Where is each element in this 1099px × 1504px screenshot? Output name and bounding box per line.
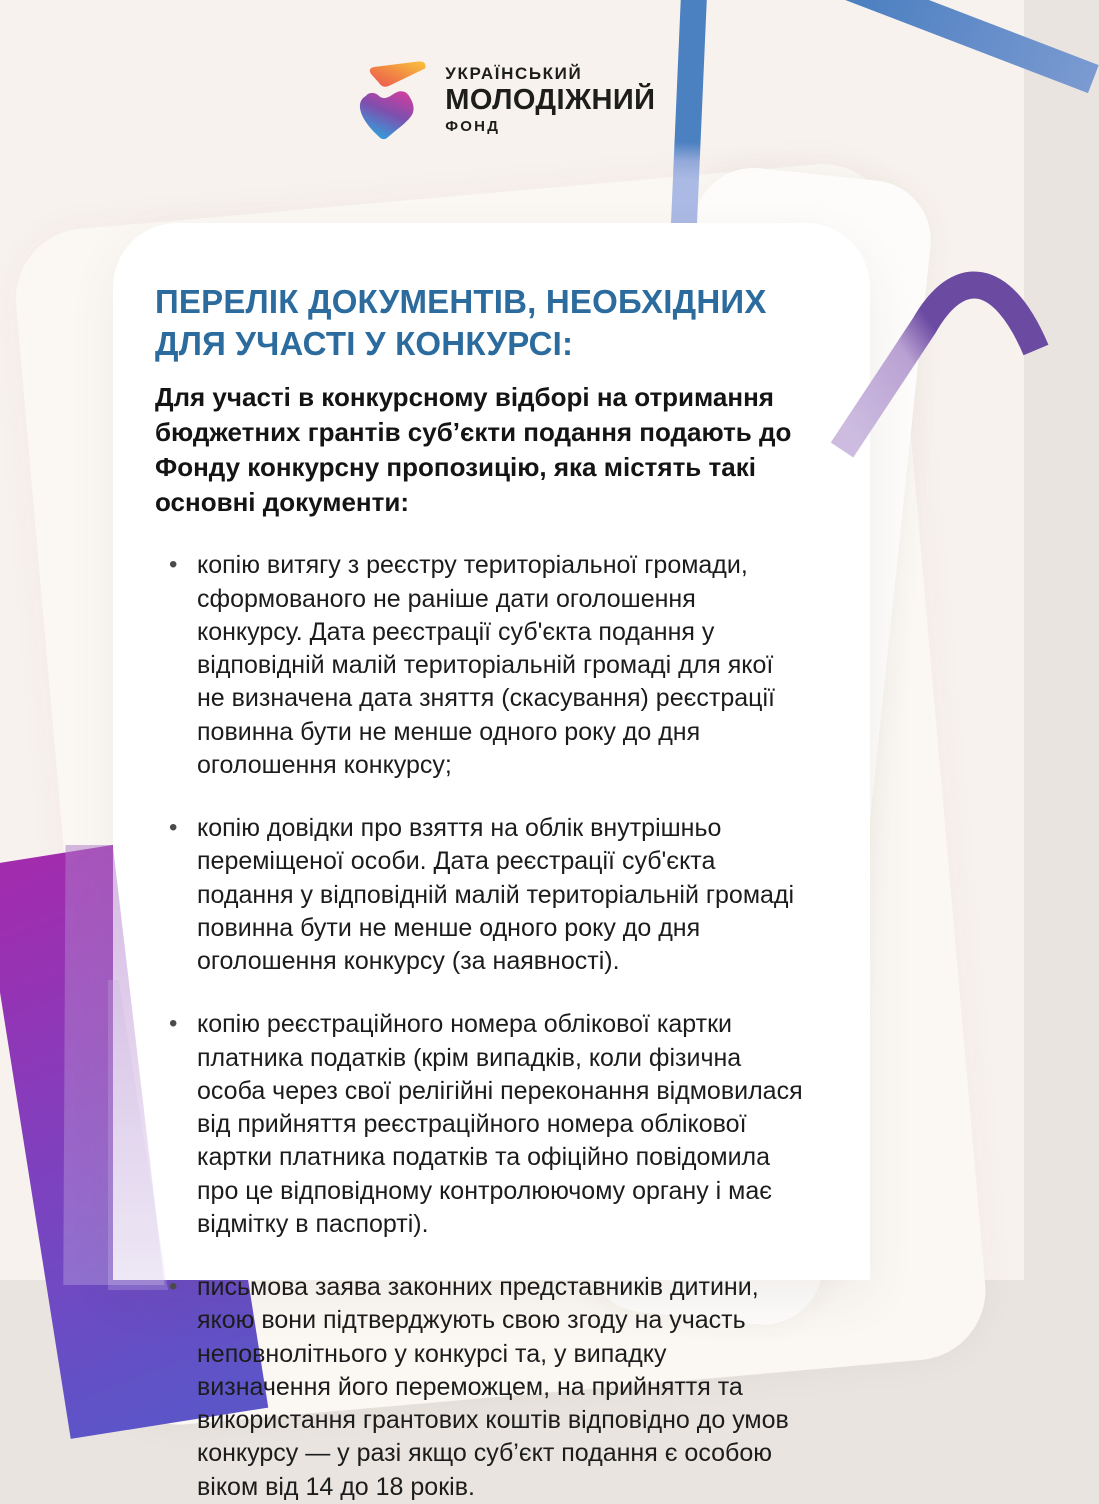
logo-org-line1: УКРАЇНСЬКИЙ — [445, 64, 583, 83]
umf-logo — [350, 48, 655, 151]
list-item: • копію реєстраційного номера облікової картки платника податків (крім випадків, коли фізична особа через свої релігійні переконання відмовилася від прийняття реєстраційного номера облікової картки платника податків та офіційно повідомила про це відповідному контролюючому органу і має відмітку в паспорті). — [155, 1008, 806, 1241]
list-item: • копію витягу з реєстру територіальної громади, сформованого не раніше дати оголошення конкурсу. Дата реєстрації суб'єкта подання у відповідній малій територіальній громаді для якої не визначена дата зняття (скасування) реєстрації повинна бути не менше одного року до дня оголошення конкурсу; — [155, 549, 806, 782]
list-item: • копію довідки про взяття на облік внутрішньо переміщеної особи. Дата реєстрації суб'єкта подання у відповідній малій територіальній громаді повинна бути не менше одного року до дня оголошення конкурсу (за наявності). — [155, 812, 806, 978]
logo-org-line2: МОЛОДІЖНИЙ — [445, 84, 656, 116]
intro-paragraph: Для участі в конкурсному відборі на отримання бюджетних грантів суб’єкти подання подають до Фонду конкурсну пропозицію, яка містять такі основні документи: — [155, 382, 792, 517]
documents-list — [155, 549, 806, 1504]
list-item: • письмова заява законних представників дитини, якою вони підтверджують свою згоду на участь неповнолітнього у конкурсі та, у випадку визначення його переможцем, на прийняття та використання грантових коштів відповідно до умов конкурсу — у разі якщо суб’єкт подання є особою віком від 14 до 18 років. — [155, 1271, 806, 1504]
logo-org-line3: ФОНД — [445, 118, 501, 135]
page-title: ПЕРЕЛІК ДОКУМЕНТІВ, НЕОБХІДНИХ ДЛЯ УЧАСТІ У КОНКУРСІ: — [155, 283, 767, 362]
logo-org-name — [445, 65, 655, 134]
blue-diagonal-band — [845, 0, 1098, 93]
umf-logo-icon — [350, 48, 432, 151]
main-card — [113, 223, 870, 1501]
